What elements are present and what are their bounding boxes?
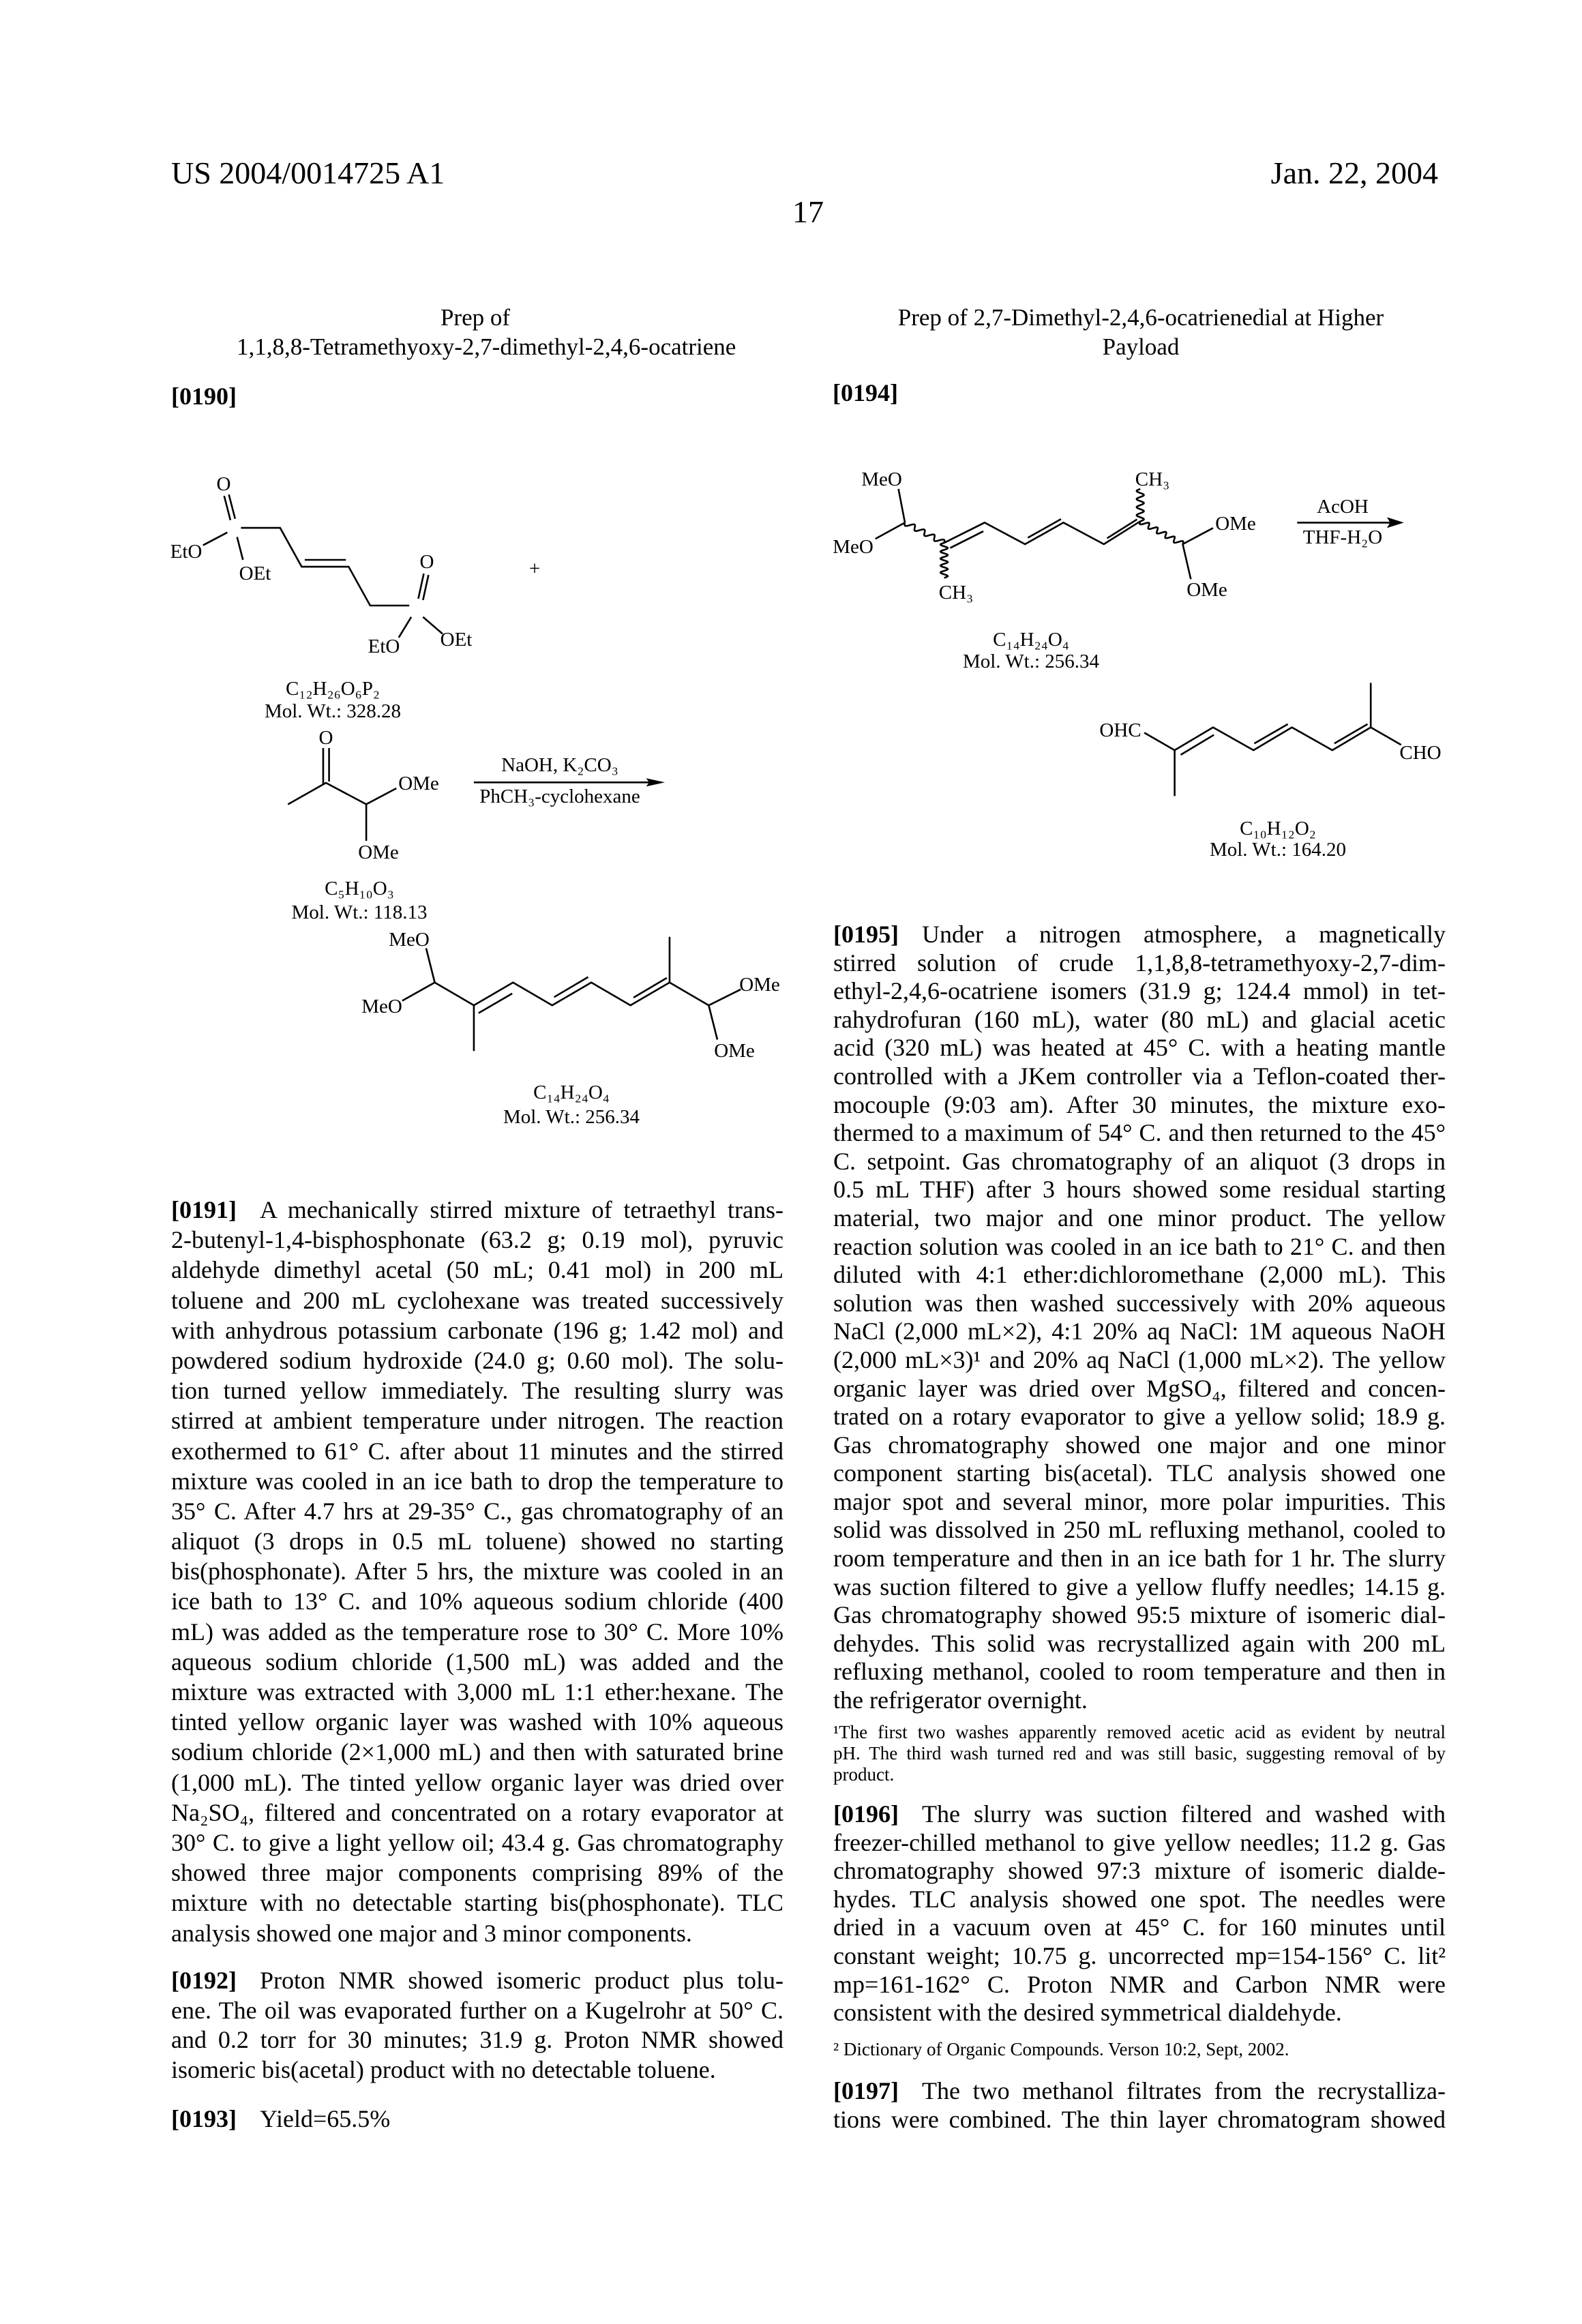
- text-line: [171, 2055, 783, 2085]
- line-text: analysis showed one major and 3 minor components.: [171, 1920, 692, 1947]
- text-line: [833, 1403, 1446, 1431]
- paragraph-number: [0197]: [833, 2077, 899, 2104]
- text-line: [833, 2077, 1446, 2106]
- text-line: [833, 1261, 1446, 1290]
- atom-label: MeO: [833, 536, 874, 558]
- line-text: refluxing methanol, cooled to room temperature and then in: [833, 1658, 1446, 1685]
- line-text: constant weight; 10.75 g. uncorrected mp=154-156° C. lit²: [833, 1942, 1446, 1969]
- text-line: [171, 1526, 783, 1556]
- atom-label: OMe: [714, 1040, 755, 1062]
- text-line: [171, 1405, 783, 1435]
- line-text: powdered sodium hydroxide (24.0 g; 0.60 mol). The solu-: [171, 1347, 783, 1374]
- bond: [876, 489, 905, 539]
- text-line: [833, 1913, 1446, 1942]
- atom-label: CH₃: [939, 582, 973, 604]
- left-title-line-2: 1,1,8,8-Tetramethyoxy-2,7-dimethyl-2,4,6-ocatriene: [237, 332, 714, 361]
- text-line: [171, 1375, 783, 1405]
- text-line: [171, 1586, 783, 1616]
- reagents-above-arrow: AcOH: [1317, 496, 1369, 518]
- line-text: aliquot (3 drops in 0.5 mL toluene) showed no starting: [171, 1528, 783, 1555]
- line-text: aqueous sodium chloride (1,500 mL) was added and the: [171, 1648, 783, 1675]
- line-text: (2,000 mL×3)¹ and 20% aq NaCl (1,000 mL×2). The yellow: [833, 1346, 1446, 1373]
- line-text: tinted yellow organic layer was washed with 10% aqueous: [171, 1708, 783, 1735]
- right-scheme-labels: [833, 468, 1441, 861]
- paragraph-0193: [171, 2104, 783, 2134]
- line-text: mixture was cooled in an ice bath to drop the temperature to: [171, 1468, 783, 1495]
- left-scheme-bonds: [203, 494, 741, 1051]
- text-line: [171, 1737, 783, 1767]
- molecular-weight: Mol. Wt.: 164.20: [1210, 839, 1346, 861]
- text-line: [171, 1436, 783, 1466]
- page-number: 17: [774, 195, 842, 229]
- line-text: freezer-chilled methanol to give yellow needles; 11.2 g. Gas: [833, 1829, 1446, 1856]
- line-text: ¹The first two washes apparently removed acetic acid as evident by neutral: [833, 1722, 1446, 1742]
- line-text: stirred at ambient temperature under nitrogen. The reaction: [171, 1407, 783, 1434]
- bond: [479, 977, 667, 1013]
- line-text: organic layer was dried over MgSO₄, filtered and concen-: [833, 1375, 1446, 1402]
- line-text: component starting bis(acetal). TLC analysis showed one: [833, 1459, 1446, 1487]
- line-text: trated on a rotary evaporator to give a yellow solid; 18.9 g.: [833, 1403, 1446, 1430]
- text-line: [833, 1119, 1446, 1148]
- atom-label: OEt: [441, 629, 473, 651]
- wavy-bond: [905, 522, 945, 543]
- line-text: controlled with a JKem controller via a Teflon-coated ther-: [833, 1062, 1446, 1090]
- text-line: [171, 1918, 783, 1948]
- text-line: [171, 1996, 783, 2026]
- text-line: [833, 1764, 1446, 1785]
- atom-label: CH₃: [1135, 468, 1169, 490]
- line-text: acid (320 mL) was heated at 45° C. with a heating mantle: [833, 1034, 1446, 1061]
- text-line: [171, 1888, 783, 1918]
- atom-label: OHC: [1099, 719, 1141, 741]
- paragraph-number: [0191]: [171, 1196, 237, 1223]
- line-text: chromatography showed 97:3 mixture of isomeric dialde-: [833, 1857, 1446, 1884]
- text-line: [833, 1886, 1446, 1914]
- molecular-weight: Mol. Wt.: 328.28: [265, 700, 401, 722]
- line-text: solid was dissolved in 250 mL refluxing methanol, cooled to: [833, 1516, 1446, 1543]
- line-text: material, two major and one minor product. The yellow: [833, 1204, 1446, 1232]
- line-text: consistent with the desired symmetrical dialdehyde.: [833, 1999, 1342, 2026]
- text-line: [833, 1829, 1446, 1858]
- line-text: the refrigerator overnight.: [833, 1686, 1088, 1714]
- text-line: [833, 1942, 1446, 1971]
- text-line: [833, 1545, 1446, 1573]
- bond: [224, 494, 235, 520]
- bond: [1180, 724, 1367, 755]
- wavy-bond: [940, 543, 948, 578]
- paragraph-0192: [171, 1966, 783, 2085]
- paragraph-0197: [833, 2077, 1446, 2134]
- atom-label: OEt: [239, 563, 271, 584]
- text-line: [833, 1488, 1446, 1517]
- footnote-2: [833, 2039, 1446, 2060]
- line-text: toluene and 200 mL cyclohexane was treated successively: [171, 1287, 783, 1314]
- line-text: The two methanol filtrates from the recrystalliza-: [922, 2077, 1446, 2104]
- text-line: [171, 1647, 783, 1677]
- atom-label: OMe: [1186, 579, 1227, 601]
- bond: [402, 937, 741, 1052]
- line-text: Yield=65.5%: [260, 2105, 390, 2132]
- line-text: mL) was added as the temperature rose to 30° C. More 10%: [171, 1618, 783, 1645]
- line-text: dried in a vacuum oven at 45° C. for 160 minutes until: [833, 1913, 1446, 1941]
- text-line: [171, 1677, 783, 1707]
- text-line: [171, 2104, 783, 2134]
- text-line: [833, 1573, 1446, 1602]
- text-line: [833, 1658, 1446, 1686]
- paragraph-0191: [171, 1195, 783, 1948]
- text-line: [833, 2106, 1446, 2134]
- text-line: [833, 1686, 1446, 1715]
- text-line: [833, 1375, 1446, 1403]
- reagents-below-arrow: THF-H₂O: [1303, 526, 1382, 548]
- text-line: [833, 1148, 1446, 1176]
- atom-label: OMe: [358, 841, 399, 863]
- bond: [323, 748, 329, 784]
- line-text: pH. The third wash turned red and was still basic, suggesting removal of by: [833, 1743, 1446, 1763]
- text-line: [171, 1285, 783, 1315]
- paragraph-0195: [833, 921, 1446, 1715]
- molecular-weight: Mol. Wt.: 118.13: [292, 902, 428, 923]
- text-line: [833, 1233, 1446, 1262]
- text-line: [171, 2025, 783, 2055]
- text-line: [171, 1858, 783, 1888]
- text-line: [833, 1722, 1446, 1743]
- text-line: [833, 1743, 1446, 1764]
- text-line: [833, 1034, 1446, 1062]
- line-text: mixture was extracted with 3,000 mL 1:1 ether:hexane. The: [171, 1678, 783, 1705]
- text-line: [171, 1315, 783, 1345]
- text-line: [833, 1317, 1446, 1346]
- line-text: sodium chloride (2×1,000 mL) and then with saturated brine: [171, 1738, 783, 1766]
- text-line: [833, 977, 1446, 1006]
- line-text: 30° C. to give a light yellow oil; 43.4 g. Gas chromatography: [171, 1829, 783, 1856]
- formula: C₁₂H₂₆O₆P₂: [286, 678, 380, 700]
- atom-label: O: [217, 473, 231, 495]
- line-text: solution was then washed successively with 20% aqueous: [833, 1290, 1446, 1317]
- text-line: [833, 1091, 1446, 1120]
- line-text: Gas chromatography showed 95:5 mixture of isomeric dial-: [833, 1601, 1446, 1628]
- text-line: [833, 1006, 1446, 1034]
- line-text: ice bath to 13° C. and 10% aqueous sodium chloride (400: [171, 1588, 783, 1615]
- atom-label: OMe: [398, 773, 439, 794]
- line-text: mocouple (9:03 am). After 30 minutes, the mixture exo-: [833, 1091, 1446, 1118]
- formula: C₁₀H₁₂O₂: [1240, 818, 1316, 839]
- footnote-1: [833, 1722, 1446, 1785]
- formula: C₁₄H₂₄O₄: [993, 629, 1069, 651]
- paragraph-label-0190: [0190]: [171, 382, 237, 411]
- line-text: aldehyde dimethyl acetal (50 mL; 0.41 mol) in 200 mL: [171, 1256, 783, 1283]
- text-line: [833, 949, 1446, 978]
- text-line: [833, 2039, 1446, 2060]
- line-text: (1,000 mL). The tinted yellow organic layer was dried over: [171, 1769, 783, 1796]
- line-text: A mechanically stirred mixture of tetraethyl trans-: [260, 1196, 783, 1223]
- line-text: NaCl (2,000 mL×2), 4:1 20% aq NaCl: 1M aqueous NaOH: [833, 1317, 1446, 1345]
- wavy-bond: [1139, 521, 1183, 544]
- paragraph-number: [0193]: [171, 2105, 237, 2132]
- line-text: ethyl-2,4,6-ocatriene isomers (31.9 g; 124.4 mmol) in tet-: [833, 977, 1446, 1004]
- text-line: [171, 1556, 783, 1586]
- line-text: ² Dictionary of Organic Compounds. Verson 10:2, Sept, 2002.: [833, 2039, 1289, 2059]
- text-line: [833, 1062, 1446, 1091]
- atom-label: CHO: [1399, 742, 1441, 764]
- line-text: reaction solution was cooled in an ice bath to 21° C. and then: [833, 1233, 1446, 1260]
- text-line: [171, 1707, 783, 1737]
- text-line: [833, 1601, 1446, 1630]
- text-line: [833, 921, 1446, 949]
- atom-label: O: [319, 727, 333, 749]
- line-text: mixture with no detectable starting bis(phosphonate). TLC: [171, 1889, 783, 1916]
- line-text: Under a nitrogen atmosphere, a magnetically: [922, 921, 1446, 948]
- text-line: [833, 1516, 1446, 1545]
- publication-date: Jan. 22, 2004: [1271, 156, 1438, 190]
- atom-label: MeO: [361, 996, 402, 1017]
- text-line: [171, 1466, 783, 1496]
- line-text: thermed to a maximum of 54° C. and then returned to the 45°: [833, 1119, 1446, 1146]
- text-line: [171, 1617, 783, 1647]
- right-title-line-1: Prep of 2,7-Dimethyl-2,4,6-ocatrienedial at Higher: [834, 303, 1448, 332]
- line-text: The slurry was suction filtered and washed with: [922, 1800, 1446, 1828]
- atom-label: EtO: [368, 636, 400, 657]
- line-text: 2-butenyl-1,4-bisphosphonate (63.2 g; 0.19 mol), pyruvic: [171, 1226, 783, 1253]
- bond: [203, 533, 243, 560]
- left-title-line-1: Prep of: [237, 303, 714, 332]
- text-line: [833, 1346, 1446, 1375]
- text-line: [171, 1496, 783, 1526]
- text-line: [833, 1630, 1446, 1658]
- text-line: [833, 1999, 1446, 2027]
- wavy-bond: [1137, 489, 1144, 521]
- paragraph-number: [0196]: [833, 1800, 899, 1828]
- text-line: [833, 1290, 1446, 1318]
- line-text: Gas chromatography showed one major and one minor: [833, 1431, 1446, 1459]
- line-text: rahydrofuran (160 mL), water (80 mL) and glacial acetic: [833, 1006, 1446, 1033]
- paragraph-number: [0195]: [833, 921, 899, 948]
- line-text: Proton NMR showed isomeric product plus tolu-: [260, 1967, 783, 1994]
- line-text: and 0.2 torr for 30 minutes; 31.9 g. Proton NMR showed: [171, 2026, 783, 2053]
- reagents-below-arrow: PhCH₃-cyclohexane: [479, 786, 640, 807]
- text-line: [833, 1176, 1446, 1204]
- bond: [418, 573, 428, 600]
- line-text: isomeric bis(acetal) product with no detectable toluene.: [171, 2056, 716, 2083]
- text-line: [171, 1195, 783, 1225]
- line-text: ene. The oil was evaporated further on a Kugelrohr at 50° C.: [171, 1997, 783, 2024]
- line-text: dehydes. This solid was recrystallized again with 200 mL: [833, 1630, 1446, 1657]
- line-text: tions were combined. The thin layer chromatogram showed: [833, 2106, 1446, 2133]
- atom-label: OMe: [739, 974, 780, 996]
- text-line: [833, 1459, 1446, 1488]
- text-line: [833, 1971, 1446, 1999]
- line-text: product.: [833, 1764, 894, 1785]
- paragraph-number: [0192]: [171, 1967, 237, 1994]
- atom-label: OMe: [1215, 513, 1256, 535]
- line-text: showed three major components comprising 89% of the: [171, 1859, 783, 1886]
- text-line: [171, 1225, 783, 1255]
- text-line: [171, 1966, 783, 1996]
- text-line: [833, 1800, 1446, 1829]
- line-text: with anhydrous potassium carbonate (196 g; 1.42 mol) and: [171, 1317, 783, 1344]
- line-text: was suction filtered to give a yellow fluffy needles; 14.15 g.: [833, 1573, 1446, 1600]
- bond: [288, 783, 396, 841]
- text-line: [171, 1345, 783, 1375]
- formula: C₁₄H₂₄O₄: [533, 1082, 610, 1103]
- line-text: diluted with 4:1 ether:dichloromethane (2,000 mL). This: [833, 1261, 1446, 1288]
- bond: [944, 521, 1141, 544]
- reagents-above-arrow: NaOH, K₂CO₃: [501, 754, 618, 776]
- line-text: 0.5 mL THF) after 3 hours showed some residual starting: [833, 1176, 1446, 1203]
- line-text: major spot and several minor, more polar impurities. This: [833, 1488, 1446, 1515]
- text-line: [171, 1768, 783, 1798]
- molecular-weight: Mol. Wt.: 256.34: [963, 651, 1100, 672]
- line-text: C. setpoint. Gas chromatography of an aliquot (3 drops in: [833, 1148, 1446, 1175]
- formula: C₅H₁₀O₃: [325, 878, 394, 899]
- text-line: [171, 1798, 783, 1828]
- line-text: exothermed to 61° C. after about 11 minutes and the stirred: [171, 1437, 783, 1465]
- line-text: tion turned yellow immediately. The resulting slurry was: [171, 1377, 783, 1404]
- atom-label: EtO: [170, 541, 203, 563]
- paragraph-0196: [833, 1800, 1446, 2027]
- left-scheme-labels: [170, 473, 780, 1128]
- text-line: [833, 1204, 1446, 1233]
- text-line: [833, 1431, 1446, 1460]
- atom-label: MeO: [861, 468, 902, 490]
- text-line: [833, 1857, 1446, 1886]
- plus-sign: +: [529, 558, 540, 580]
- text-line: [171, 1255, 783, 1285]
- line-text: hydes. TLC analysis showed one spot. The needles were: [833, 1886, 1446, 1913]
- line-text: stirred solution of crude 1,1,8,8-tetramethyoxy-2,7-dim-: [833, 949, 1446, 977]
- right-title-line-2: Payload: [834, 332, 1448, 361]
- publication-number: US 2004/0014725 A1: [171, 156, 445, 190]
- bond: [399, 617, 443, 638]
- bond: [1182, 528, 1212, 579]
- line-text: Na₂SO₄, filtered and concentrated on a rotary evaporator at: [171, 1799, 783, 1826]
- molecular-weight: Mol. Wt.: 256.34: [503, 1106, 640, 1128]
- atom-label: MeO: [389, 929, 430, 951]
- line-text: bis(phosphonate). After 5 hrs, the mixture was cooled in an: [171, 1558, 783, 1585]
- line-text: room temperature and then in an ice bath for 1 hr. The slurry: [833, 1545, 1446, 1572]
- atom-label: O: [420, 551, 434, 573]
- line-text: mp=161-162° C. Proton NMR and Carbon NMR were: [833, 1971, 1446, 1998]
- bond: [1144, 683, 1401, 796]
- paragraph-label-0194: [0194]: [833, 378, 898, 407]
- line-text: 35° C. After 4.7 hrs at 29-35° C., gas chromatography of an: [171, 1498, 783, 1525]
- text-line: [171, 1828, 783, 1858]
